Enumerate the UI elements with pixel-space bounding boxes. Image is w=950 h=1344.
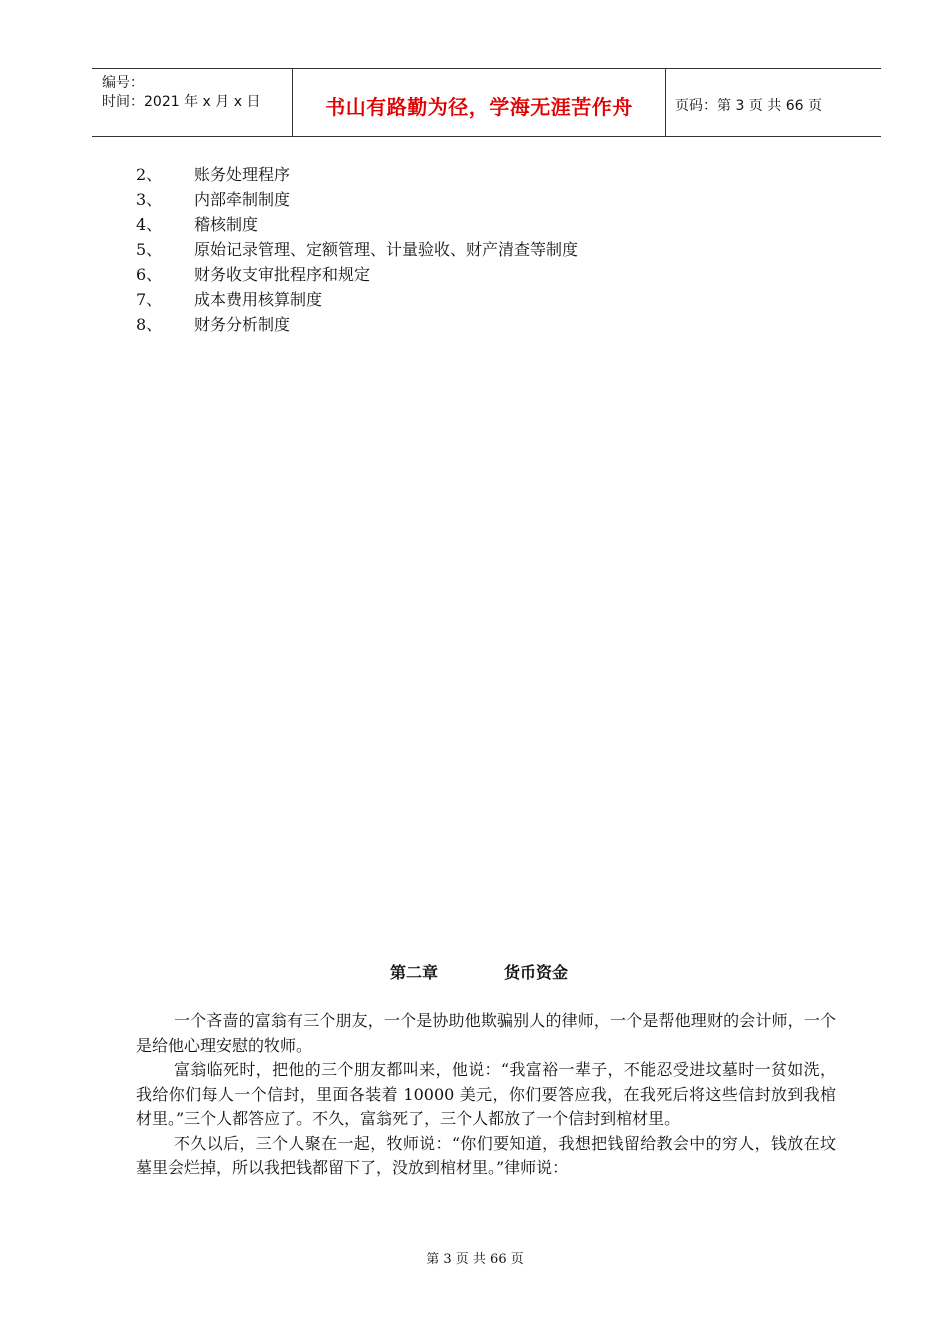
header-page-cell bbox=[665, 69, 881, 136]
list-item-text: 内部牵制制度 bbox=[194, 190, 291, 209]
page-header bbox=[92, 68, 881, 137]
doc-number-label: 编号： bbox=[102, 75, 144, 91]
list-item-number: 3、 bbox=[136, 190, 163, 209]
list-item-text: 原始记录管理、定额管理、计量验收、财产清查等制度 bbox=[194, 240, 579, 259]
header-info-cell bbox=[92, 69, 292, 136]
story-paragraph: 一个吝啬的富翁有三个朋友，一个是协助他欺骗别人的律师，一个是帮他理财的会计师，一个是给他心理安慰的牧师。 bbox=[136, 1011, 836, 1055]
story-body bbox=[136, 1009, 836, 1181]
list-item-text: 成本费用核算制度 bbox=[194, 290, 323, 309]
list-item-text: 账务处理程序 bbox=[194, 165, 291, 184]
time-label: 时间：2021 年 x 月 x 日 bbox=[102, 94, 261, 110]
header-motto-cell bbox=[292, 69, 666, 136]
list-item-text: 财务收支审批程序和规定 bbox=[194, 265, 371, 284]
story-paragraph: 富翁临死时，把他的三个朋友都叫来，他说：“我富裕一辈子，不能忍受进坟墓时一贫如洗，我给你们每人一个信封，里面各装着 10000 美元，你们要答应我，在我死后将这些信封放到我棺材里。”三个人都答应了。不久，富翁死了，三个人都放了一个信封到棺材里。 bbox=[136, 1060, 836, 1128]
story-paragraph: 不久以后，三个人聚在一起，牧师说：“你们要知道，我想把钱留给教会中的穷人，钱放在坟墓里会烂掉，所以我把钱都留下了，没放到棺材里。”律师说： bbox=[136, 1133, 836, 1177]
page-info: 页码：第 3 页 共 66 页 bbox=[675, 98, 822, 114]
list-item-text: 财务分析制度 bbox=[194, 315, 291, 334]
page-footer: 第 3 页 共 66 页 bbox=[426, 1252, 524, 1267]
chapter-title: 货币资金 bbox=[504, 963, 569, 982]
list-item-number: 7、 bbox=[136, 290, 163, 309]
list-item-number: 6、 bbox=[136, 265, 163, 284]
list-item-number: 8、 bbox=[136, 315, 163, 334]
list-item-number: 2、 bbox=[136, 165, 163, 184]
chapter-number: 第二章 bbox=[390, 963, 439, 982]
list-item-text: 稽核制度 bbox=[194, 215, 259, 234]
list-item-number: 4、 bbox=[136, 215, 163, 234]
motto-text: 书山有路勤为径，学海无涯苦作舟 bbox=[325, 95, 633, 119]
list-item-number: 5、 bbox=[136, 240, 163, 259]
